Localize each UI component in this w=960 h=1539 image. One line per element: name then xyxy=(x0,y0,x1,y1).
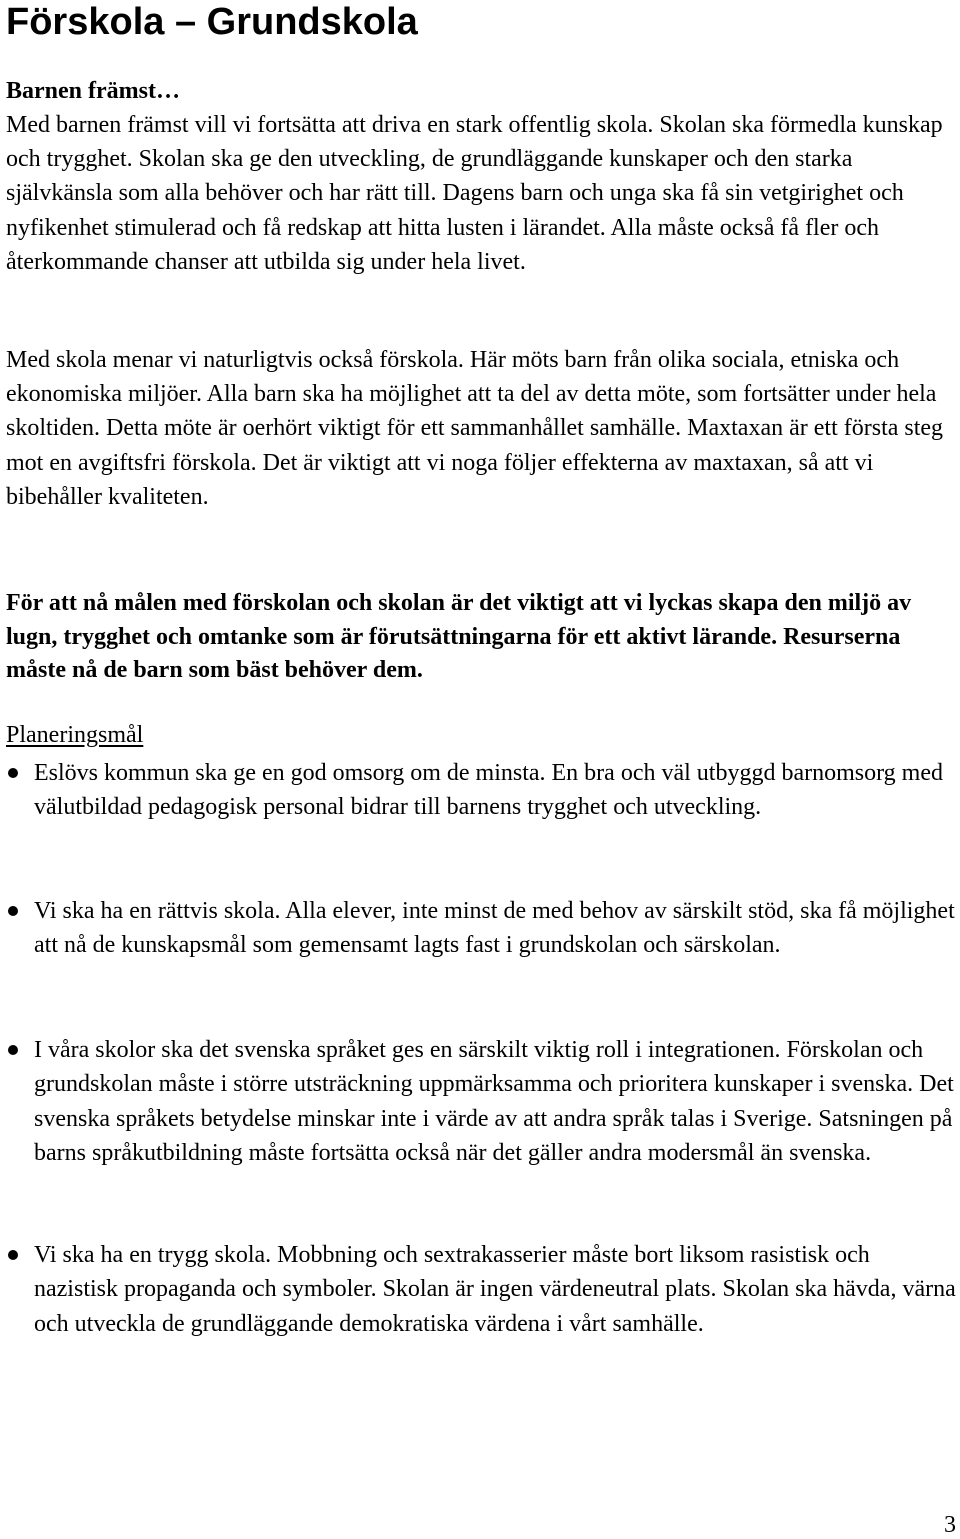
list-item-text: Eslövs kommun ska ge en god omsorg om de minsta. En bra och väl utbyggd barnomsorg med välutbildad pedagogisk personal bidrar till barnens trygghet och utveckling. xyxy=(34,760,943,821)
bullet-icon xyxy=(8,1250,18,1260)
bullet-icon xyxy=(8,768,18,778)
list-item-text: I våra skolor ska det svenska språket ges en särskilt viktig roll i integrationen. Förskolan och grundskolan måste i större utsträckning uppmärksamma och prioritera kunskaper i svenska. Det svenska språkets betydelse minskar inte i värde av att andra språk talas i Sverige. Satsningen på barns språkutbildning måste fortsätta också när det gäller andra modersmål än svenska. xyxy=(34,1037,954,1166)
intro-paragraph: Med barnen främst vill vi fortsätta att driva en stark offentlig skola. Skolan ska förmedla kunskap och trygghet. Skolan ska ge den utveckling, de grundläggande kunskaper och den starka självkänsla som alla behöver och har rätt till. Dagens barn och unga ska få sin vetgirighet och nyfikenhet stimulerad och få redskap att hitta lusten i lärandet. Alla måste också få fler och återkommande chanser att utbilda sig under hela livet. xyxy=(6,112,943,275)
bullet-icon xyxy=(8,1045,18,1055)
page-number: 3 xyxy=(944,1512,956,1538)
list-item-text: Vi ska ha en rättvis skola. Alla elever, inte minst de med behov av särskilt stöd, ska få möjlighet att nå de kunskapsmål som gemensamt lagts fast i grundskolan och särskolan. xyxy=(34,898,955,959)
preschool-paragraph: Med skola menar vi naturligtvis också förskola. Här möts barn från olika sociala, etniska och ekonomiska miljöer. Alla barn ska ha möjlighet att ta del av detta möte, som fortsätter under hela skoltiden. Detta möte är oerhört viktigt för ett sammanhållet samhälle. Maxtaxan är ett första steg mot en avgiftsfri förskola. Det är viktigt att vi noga följer effekterna av maxtaxan, så att vi bibehåller kvaliteten. xyxy=(6,347,944,510)
list-item-text: Vi ska ha en trygg skola. Mobbning och sextrakasserier måste bort liksom rasistisk och nazistisk propaganda och symboler. Skolan är ingen värdeneutral plats. Skolan ska hävda, värna och utveckla de grundläggande demokratiska värdena i vårt samhälle. xyxy=(34,1242,956,1337)
planning-heading: Planeringsmål xyxy=(6,722,144,748)
bullet-icon xyxy=(8,906,18,916)
emphasis-paragraph: För att nå målen med förskolan och skolan är det viktigt att vi lyckas skapa den miljö av lugn, trygghet och omtanke som är förutsättningarna för ett aktivt lärande. Resurserna måste nå de barn som bäst behöver dem. xyxy=(6,590,912,683)
page-title: Förskola – Grundskola xyxy=(6,1,418,43)
section-subheading: Barnen främst… xyxy=(6,78,180,104)
